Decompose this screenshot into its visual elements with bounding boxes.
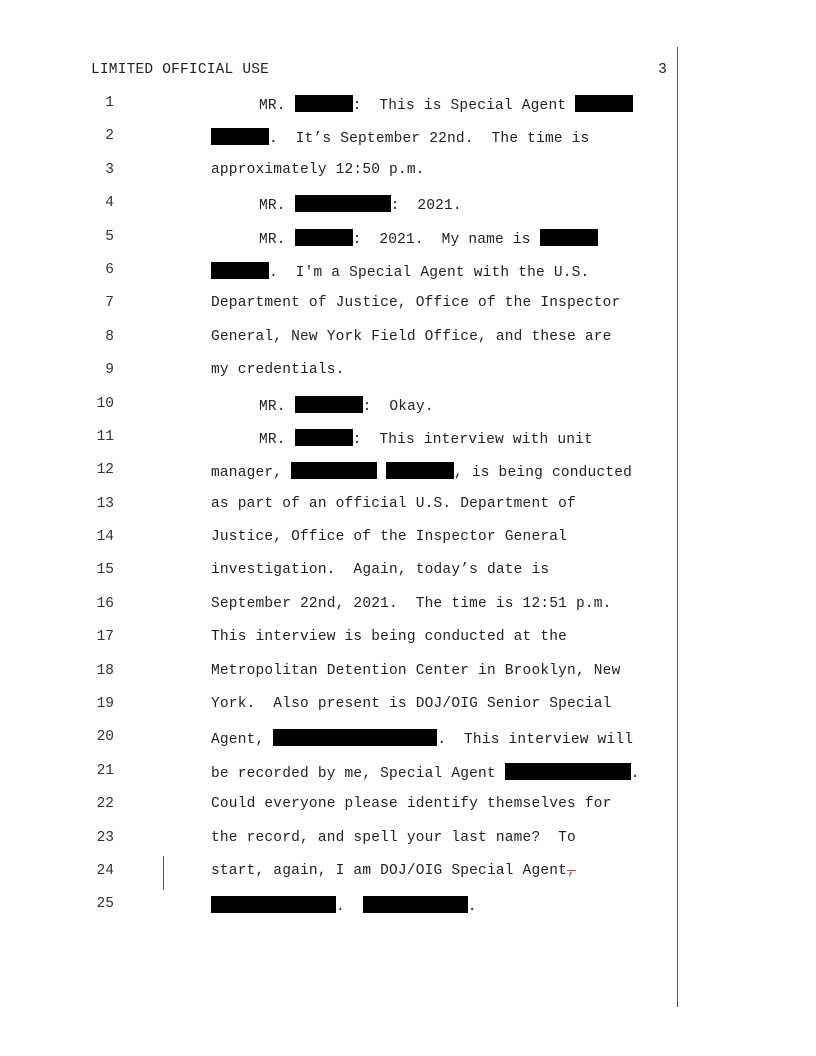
line-number: 12 xyxy=(96,462,114,479)
transcript-line xyxy=(0,162,677,195)
transcript-line xyxy=(0,496,677,529)
transcript-line xyxy=(0,696,677,729)
redaction-block xyxy=(291,462,377,479)
line-number: 23 xyxy=(96,829,114,846)
transcript-line xyxy=(0,830,677,863)
line-text: my credentials. xyxy=(211,362,345,379)
page-number: 3 xyxy=(658,62,667,78)
redaction-block xyxy=(211,896,336,913)
line-text: Justice, Office of the Inspector General xyxy=(211,529,568,546)
line-text: This interview is being conducted at the xyxy=(211,629,568,646)
line-number: 22 xyxy=(96,796,114,813)
transcript-line xyxy=(0,663,677,696)
line-text: MR. : This interview with unit xyxy=(259,429,593,448)
line-number: 4 xyxy=(105,195,114,212)
line-number: 20 xyxy=(96,729,114,746)
redaction-block xyxy=(211,262,269,279)
redaction-block xyxy=(295,229,353,246)
redaction-block xyxy=(363,896,468,913)
transcript-line xyxy=(0,462,677,495)
transcript-line xyxy=(0,629,677,662)
transcript-line xyxy=(0,863,677,896)
header-classification: LIMITED OFFICIAL USE xyxy=(91,62,270,78)
line-text: be recorded by me, Special Agent . xyxy=(211,763,640,782)
line-text: York. Also present is DOJ/OIG Senior Special xyxy=(211,696,612,713)
line-number: 19 xyxy=(96,696,114,713)
line-number: 18 xyxy=(96,662,114,679)
redaction-block xyxy=(273,729,437,746)
line-text: Department of Justice, Office of the Inspector xyxy=(211,295,621,312)
line-text: investigation. Again, today’s date is xyxy=(211,562,550,579)
line-text: September 22nd, 2021. The time is 12:51 p.m. xyxy=(211,595,612,612)
redaction-block xyxy=(295,396,363,413)
transcript-line xyxy=(0,896,677,929)
line-text: MR. : 2021. My name is xyxy=(259,229,598,248)
line-text: Metropolitan Detention Center in Brooklyn, New xyxy=(211,662,621,679)
transcript-line xyxy=(0,128,677,161)
line-number: 3 xyxy=(105,161,114,178)
line-number: 16 xyxy=(96,595,114,612)
redaction-block xyxy=(386,462,454,479)
line-number: 17 xyxy=(96,629,114,646)
line-number: 10 xyxy=(96,395,114,412)
line-text: MR. : This is Special Agent xyxy=(259,95,633,114)
line-text: start, again, I am DOJ/OIG Special Agent, xyxy=(211,862,576,879)
line-number: 9 xyxy=(105,362,114,379)
transcript-line xyxy=(0,295,677,328)
transcript-body xyxy=(0,95,677,930)
line-text: . I'm a Special Agent with the U.S. xyxy=(211,262,589,281)
redaction-block xyxy=(540,229,598,246)
line-number: 13 xyxy=(96,495,114,512)
line-text: MR. : 2021. xyxy=(259,195,462,214)
line-number: 24 xyxy=(96,862,114,879)
transcript-line xyxy=(0,262,677,295)
transcript-line xyxy=(0,396,677,429)
line-number: 14 xyxy=(96,529,114,546)
right-margin-rule xyxy=(677,47,678,1007)
line-number: 6 xyxy=(105,261,114,278)
redaction-block xyxy=(575,95,633,112)
transcript-line xyxy=(0,95,677,128)
line-text: approximately 12:50 p.m. xyxy=(211,161,425,178)
line-text: MR. : Okay. xyxy=(259,396,434,415)
redaction-block xyxy=(505,763,631,780)
line-number: 8 xyxy=(105,328,114,345)
transcript-line xyxy=(0,596,677,629)
transcript-line xyxy=(0,763,677,796)
line-text: Agent, . This interview will xyxy=(211,729,633,748)
line-text: the record, and spell your last name? To xyxy=(211,829,576,846)
transcript-line xyxy=(0,429,677,462)
line-number: 21 xyxy=(96,762,114,779)
line-text: . It’s September 22nd. The time is xyxy=(211,128,589,147)
line-number: 2 xyxy=(105,128,114,145)
deleted-comma: , xyxy=(567,862,576,879)
line-text: General, New York Field Office, and these are xyxy=(211,328,612,345)
line-number: 5 xyxy=(105,228,114,245)
line-number: 11 xyxy=(96,428,114,445)
transcript-line xyxy=(0,562,677,595)
transcript-line xyxy=(0,796,677,829)
line-text: as part of an official U.S. Department of xyxy=(211,495,576,512)
transcript-line xyxy=(0,729,677,762)
revision-change-bar xyxy=(163,856,164,890)
line-text: . . xyxy=(211,896,477,915)
transcript-line xyxy=(0,362,677,395)
transcript-line xyxy=(0,195,677,228)
transcript-line xyxy=(0,229,677,262)
redaction-block xyxy=(211,128,269,145)
line-number: 25 xyxy=(96,896,114,913)
line-number: 15 xyxy=(96,562,114,579)
transcript-line xyxy=(0,329,677,362)
line-text: manager, , is being conducted xyxy=(211,462,632,481)
line-number: 7 xyxy=(105,295,114,312)
redaction-block xyxy=(295,429,353,446)
redaction-block xyxy=(295,195,391,212)
redaction-block xyxy=(295,95,353,112)
line-number: 1 xyxy=(105,95,114,111)
transcript-line xyxy=(0,529,677,562)
line-text: Could everyone please identify themselves for xyxy=(211,796,612,813)
